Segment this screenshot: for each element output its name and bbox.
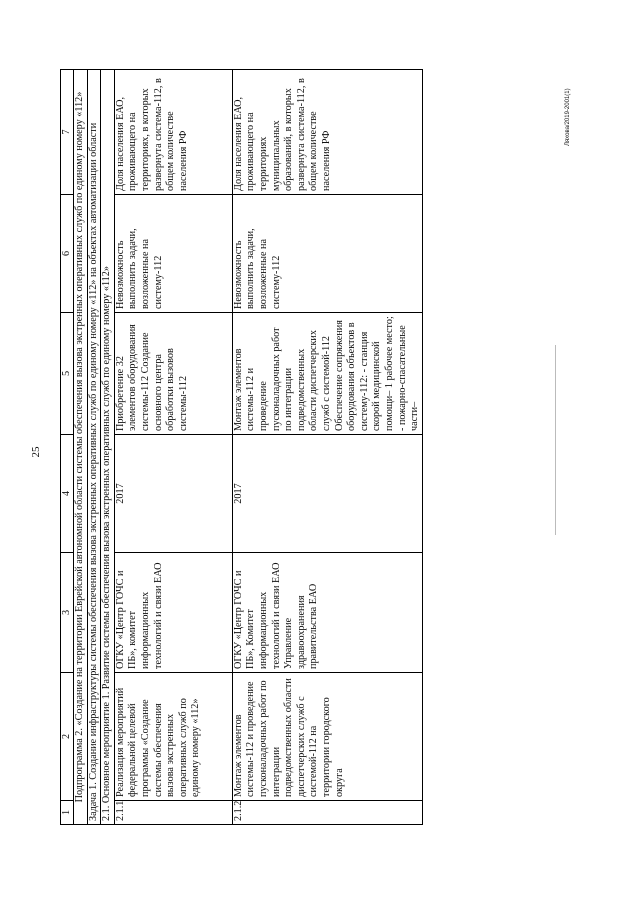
col-num-5: 5 bbox=[61, 313, 74, 435]
row-code: 2.1.1 bbox=[114, 801, 232, 825]
col-num-4: 4 bbox=[61, 435, 74, 553]
row-result: Монтаж элементов системы-112 и проведение пусконаладочных работ по интеграции подведомственных области диспетчерских служб с системой-112 Обеспечение сопряжения оборудования объектов в систему-112: - станция скорой медицинской помощи– 1 рабочее место; - пожарно-спасательные части– bbox=[232, 313, 422, 435]
main-measure-row bbox=[101, 70, 115, 825]
row-measure-name: Монтаж элементов системы-112 и проведение пусконаладочных работ по интеграции подведомственных области диспетчерских служб с системой-112 на территории городского округа bbox=[232, 673, 422, 801]
row-measure-name: Реализация мероприятий федеральной целевой программы «Создание системы обеспечения вызова экстренных оперативных служб по единому номеру «112» bbox=[114, 673, 232, 801]
row-code: 2.1.2 bbox=[232, 801, 422, 825]
page-number: 25 bbox=[30, 446, 42, 458]
document-code: Ляхова/2019-2001(1) bbox=[565, 88, 571, 146]
col-num-6: 6 bbox=[61, 195, 74, 313]
table-row bbox=[232, 70, 422, 825]
col-num-1: 1 bbox=[61, 801, 74, 825]
task-title: Задача 1. Создание инфраструктуры системы обеспечения вызова экстренных оперативных служб по единому номеру «112» на объектах автоматизации области bbox=[87, 70, 101, 825]
scan-margin-line bbox=[555, 345, 556, 535]
row-year: 2017 bbox=[114, 435, 232, 553]
col-num-2: 2 bbox=[61, 673, 74, 801]
row-consequence: Невозможность выполнить задачи, возложенные на систему-112 bbox=[114, 195, 232, 313]
subprogram-row bbox=[74, 70, 88, 825]
row-consequence: Невозможность выполнить задачи, возложенные на систему-112 bbox=[232, 195, 422, 313]
program-table bbox=[60, 69, 423, 825]
table-row bbox=[114, 70, 232, 825]
row-year: 2017 bbox=[232, 435, 422, 553]
col-num-3: 3 bbox=[61, 553, 74, 673]
subprogram-title: Подпрограмма 2. «Создание на территории Еврейской автономной области системы обеспечения вызова экстренных оперативных служб по единому номеру «112» bbox=[74, 70, 88, 825]
row-executor: ОГКУ «Центр ГОЧС и ПБ», комитет информационных технологий и связи ЕАО bbox=[114, 553, 232, 673]
column-number-row bbox=[61, 70, 74, 825]
row-result: Приобретение 32 элементов оборудования системы-112 Создание основного центра обработки вызовов системы-112 bbox=[114, 313, 232, 435]
row-indicator: Доля населения ЕАО, проживающего на территориях, в которых развернута система-112, в общем количестве населения РФ bbox=[114, 70, 232, 195]
col-num-7: 7 bbox=[61, 70, 74, 195]
row-executor: ОГКУ «Центр ГОЧС и ПБ», Комитет информационных технологий и связи ЕАО Управление здравоохранения правительства ЕАО bbox=[232, 553, 422, 673]
main-measure-title: 2.1. Основное мероприятие 1. Развитие системы обеспечения вызова экстренных оперативных служб по единому номеру «112» bbox=[101, 70, 115, 825]
rotated-table-wrapper bbox=[60, 70, 421, 825]
row-indicator: Доля населения ЕАО, проживающего на территориях муниципальных образований, в которых развернута система-112, в общем количестве населения РФ bbox=[232, 70, 422, 195]
task-row bbox=[87, 70, 101, 825]
